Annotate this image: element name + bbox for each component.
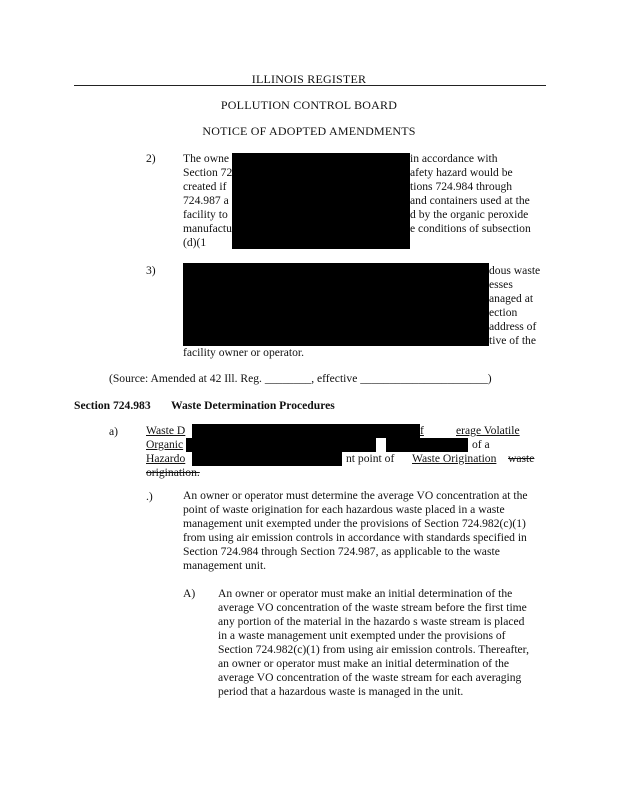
- item2-line6-left: manufactu: [183, 222, 232, 235]
- item-1-line: from using air emission controls in accordance with standards specified in: [183, 531, 527, 544]
- item-1-line: management unit exempted under the provisions of Section 724.982(c)(1): [183, 517, 526, 530]
- redaction-block: [192, 424, 414, 438]
- item-A-line: average VO concentration of the waste stream for each averaging: [218, 671, 522, 684]
- item-a-line4-struck: origination.: [146, 466, 200, 479]
- item2-line1-right: in accordance with: [410, 152, 498, 165]
- item-1-line: management unit.: [183, 559, 267, 572]
- item2-line6-right: e conditions of subsection: [410, 222, 531, 235]
- redaction-block: [392, 424, 420, 438]
- item-a-line3-start: Hazardo: [146, 452, 186, 465]
- item2-line1-left: The owne: [183, 152, 230, 165]
- redaction-block: [186, 438, 376, 452]
- item2-line4-right: and containers used at the: [410, 194, 530, 207]
- item-a-line1-start: Waste D: [146, 424, 186, 437]
- redaction-block: [192, 452, 342, 466]
- item-a-line3-mid: nt point of: [346, 452, 395, 465]
- item-A-number: A): [183, 587, 196, 600]
- item-A-line: period that a hazardous waste is managed in the unit.: [218, 685, 464, 698]
- item3-frag-4: ection: [489, 306, 518, 319]
- item-a-number: a): [109, 425, 119, 438]
- item-A-line: average VO concentration of the waste stream before the first time: [218, 601, 527, 614]
- item3-frag-1: dous waste: [489, 264, 541, 277]
- item3-number: 3): [146, 264, 156, 277]
- item2-line7-left: (d)(1: [183, 236, 207, 249]
- section-title: Waste Determination Procedures: [171, 399, 335, 412]
- item-A-line: Section 724.982(c)(1) from using air emission controls. Thereafter,: [218, 643, 529, 656]
- item-1-line: point of waste origination for each hazardous waste placed in a waste: [183, 503, 505, 516]
- item-1-line: An owner or operator must determine the average VO concentration at the: [183, 489, 528, 502]
- item3-last-line: facility owner or operator.: [183, 346, 305, 359]
- item-A-line: any portion of the material in the hazardo s waste stream is placed: [218, 615, 525, 628]
- item2-line3-right: tions 724.984 through: [410, 180, 513, 193]
- source-line: (Source: Amended at 42 Ill. Reg. ________, effective ______________________): [109, 372, 492, 385]
- item-1-number: .): [146, 490, 153, 503]
- item2-number: 2): [146, 152, 156, 165]
- item2-line3-left: created if: [183, 180, 227, 193]
- item-a-line2-end: of a: [472, 438, 490, 451]
- item2-line5-right: d by the organic peroxide: [410, 208, 529, 221]
- item-a-line3-struck: waste: [508, 452, 535, 465]
- item3-frag-5: address of: [489, 320, 537, 333]
- item3-frag-2: esses: [489, 278, 513, 291]
- section-number: Section 724.983: [74, 399, 151, 412]
- board-title: POLLUTION CONTROL BOARD: [220, 98, 398, 112]
- redaction-block: [232, 153, 410, 249]
- item3-frag-6: tive of the: [489, 334, 537, 347]
- item2-line4-left: 724.987 a: [183, 194, 229, 207]
- item-a-line1-mid: f: [420, 424, 424, 437]
- redaction-block: [183, 263, 489, 346]
- notice-title: NOTICE OF ADOPTED AMENDMENTS: [202, 124, 416, 138]
- register-title: ILLINOIS REGISTER: [251, 72, 367, 86]
- item-A-line: in a waste management unit exempted under the provisions of: [218, 629, 506, 642]
- item-A-line: an owner or operator must make an initial determination of the: [218, 657, 510, 670]
- item-a-line2-start: Organic: [146, 438, 184, 451]
- item3-frag-3: anaged at: [489, 292, 534, 305]
- item-a-line3-underlined: Waste Origination: [412, 452, 497, 465]
- item2-line2-left: Section 72: [183, 166, 233, 179]
- item2-line2-right: afety hazard would be: [410, 166, 513, 179]
- item-1-line: Section 724.984 through Section 724.987, as applicable to the waste: [183, 545, 500, 558]
- redaction-block: [386, 438, 468, 452]
- item-a-line1-end: erage Volatile: [456, 424, 520, 437]
- item2-line5-left: facility to: [183, 208, 228, 221]
- item-A-line: An owner or operator must make an initial determination of the: [218, 587, 513, 600]
